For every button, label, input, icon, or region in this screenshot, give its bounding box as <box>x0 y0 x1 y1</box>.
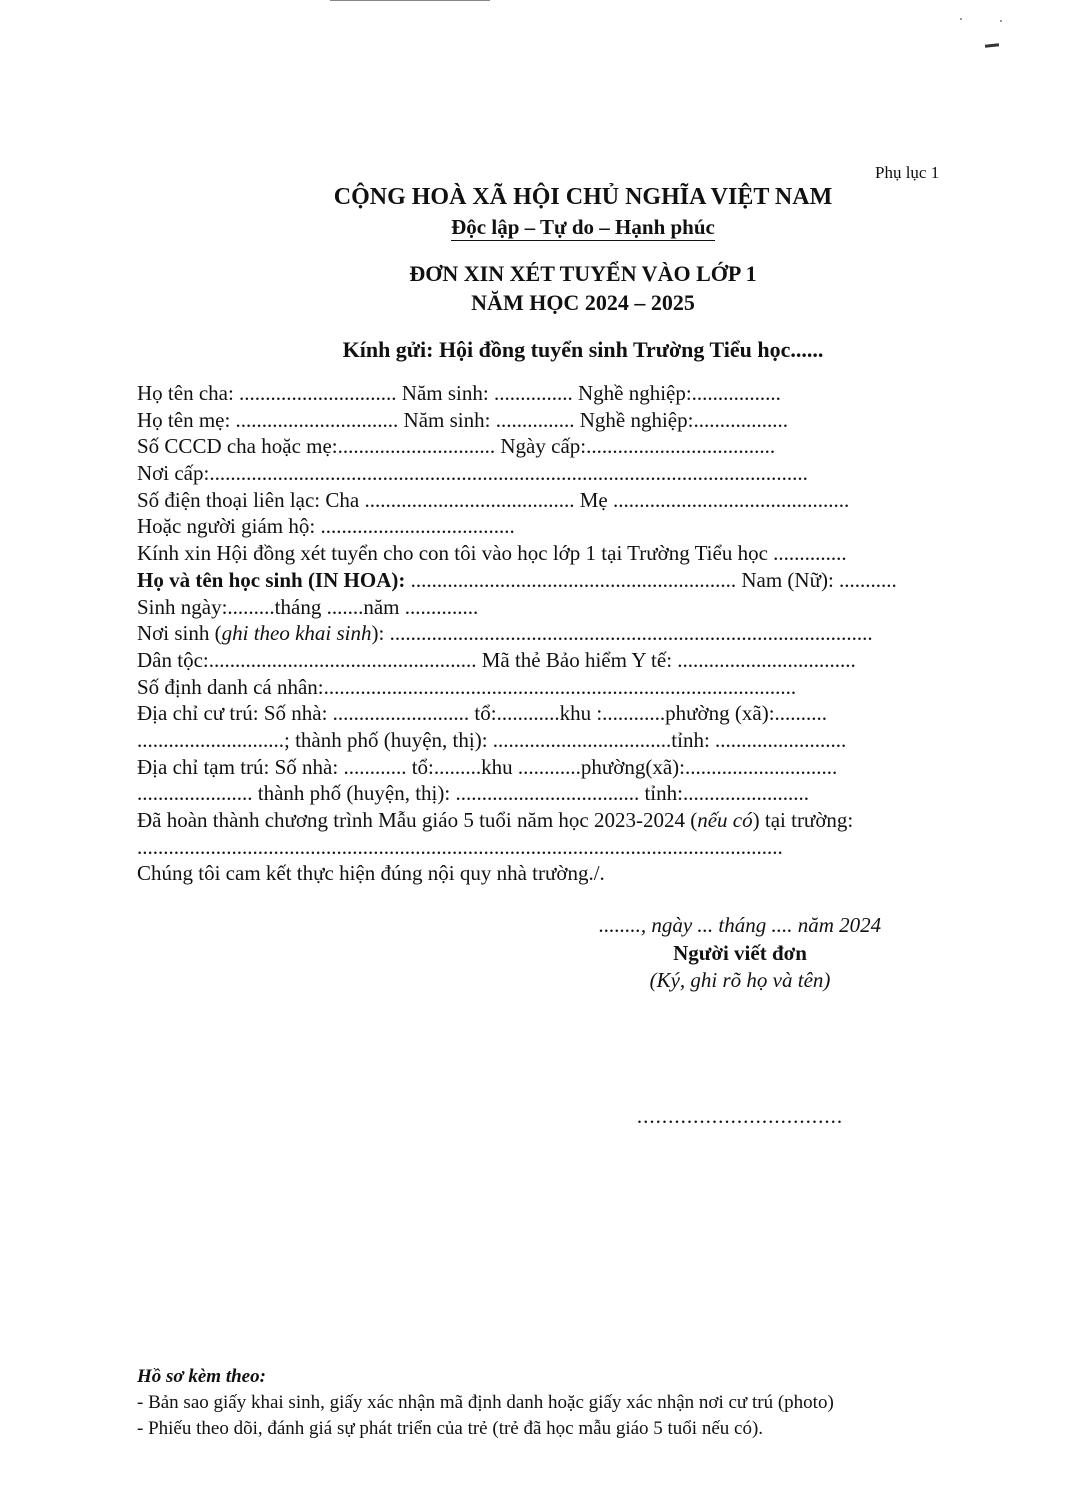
nation-heading: CỘNG HOÀ XÃ HỘI CHỦ NGHĨA VIỆT NAM <box>333 184 833 210</box>
temp-residence-line: Địa chỉ tạm trú: Số nhà: ............ tổ:.........khu ............phường(xã):............................. <box>137 754 838 779</box>
father-line: Họ tên cha: .............................. Năm sinh: ............... Nghề nghiệp:................. <box>137 381 781 405</box>
birth-date-line: Sinh ngày:.........tháng .......năm .............. <box>137 594 479 619</box>
student-name-rest: .............................................................. Nam (Nữ): ........... <box>405 567 897 592</box>
mother-line: Họ tên mẹ: ............................... Năm sinh: ............... Nghề nghiệp:.................. <box>137 407 788 432</box>
residence-line-cont: ............................; thành phố (huyện, thị): ..................................tỉnh: ......................... <box>137 727 847 752</box>
motto-text: Độc lập – Tự do – Hạnh phúc <box>451 215 715 239</box>
scan-artifact-mark <box>985 43 999 47</box>
birth-place-prefix: Nơi sinh ( <box>137 621 222 646</box>
signature-dots: ................................. <box>636 1104 844 1128</box>
personal-id-line: Số định danh cá nhân:.......................................................................................... <box>137 674 797 699</box>
birth-place-line <box>137 620 997 647</box>
preschool-line <box>137 807 997 834</box>
issue-place-line: Nơi cấp:.................................................................................................................. <box>137 461 808 486</box>
form-school-year: NĂM HỌC 2024 – 2025 <box>471 290 695 315</box>
form-body <box>137 380 997 887</box>
attachment-item: - Bản sao giấy khai sinh, giấy xác nhận mã định danh hoặc giấy xác nhận nơi cư trú (photo) <box>137 1392 834 1413</box>
commitment-line: Chúng tôi cam kết thực hiện đúng nội quy nhà trường./. <box>137 861 605 886</box>
phone-line: Số điện thoại liên lạc: Cha ........................................ Mẹ ............................................. <box>137 487 850 512</box>
appendix-label: Phụ lục 1 <box>875 163 940 182</box>
student-name-line <box>137 567 997 594</box>
scan-artifact-dot <box>960 18 962 20</box>
student-name-label: Họ và tên học sinh (IN HOA): <box>137 567 406 592</box>
guardian-line: Hoặc người giám hộ: ..................................... <box>137 514 515 539</box>
residence-line: Địa chỉ cư trú: Số nhà: .......................... tổ:............khu :............phường (xã):.......... <box>137 701 828 726</box>
ethnicity-line: Dân tộc:................................................... Mã thẻ Bảo hiểm Y tế: .................................. <box>137 647 856 672</box>
motto-heading <box>50 215 1066 240</box>
preschool-suffix: ) tại trường: <box>752 808 854 832</box>
signature-date: ........, ngày ... tháng .... năm 2024 <box>598 913 882 937</box>
signature-note: (Ký, ghi rõ họ và tên) <box>649 968 831 992</box>
preschool-dots-line: ........................................................................................................................... <box>137 834 783 859</box>
preschool-italic: nếu có <box>697 808 753 832</box>
attachments-heading: Hồ sơ kèm theo: <box>137 1366 266 1387</box>
request-line: Kính xin Hội đồng xét tuyển cho con tôi vào học lớp 1 tại Trường Tiểu học .............. <box>137 541 847 566</box>
attachments-section <box>137 1364 834 1442</box>
signature-title: Người viết đơn <box>673 941 807 965</box>
attachment-item: - Phiếu theo dõi, đánh giá sự phát triển của trẻ (trẻ đã học mẫu giáo 5 tuổi nếu có). <box>137 1418 764 1439</box>
id-card-line: Số CCCD cha hoặc mẹ:.............................. Ngày cấp:.................................... <box>137 434 776 459</box>
birth-place-italic: ghi theo khai sinh <box>221 621 372 646</box>
scan-artifact-dot <box>1000 20 1002 22</box>
preschool-prefix: Đã hoàn thành chương trình Mẫu giáo 5 tuổi năm học 2023-2024 ( <box>137 808 698 832</box>
salutation: Kính gửi: Hội đồng tuyển sinh Trường Tiểu học...... <box>342 337 824 362</box>
form-title: ĐƠN XIN XÉT TUYỂN VÀO LỚP 1 <box>409 261 757 286</box>
temp-residence-line-cont: ...................... thành phố (huyện, thị): ................................... tỉnh:........................ <box>137 781 809 806</box>
birth-place-suffix: ): ............................................................................................ <box>371 621 873 646</box>
scan-artifact-line <box>330 0 490 1</box>
